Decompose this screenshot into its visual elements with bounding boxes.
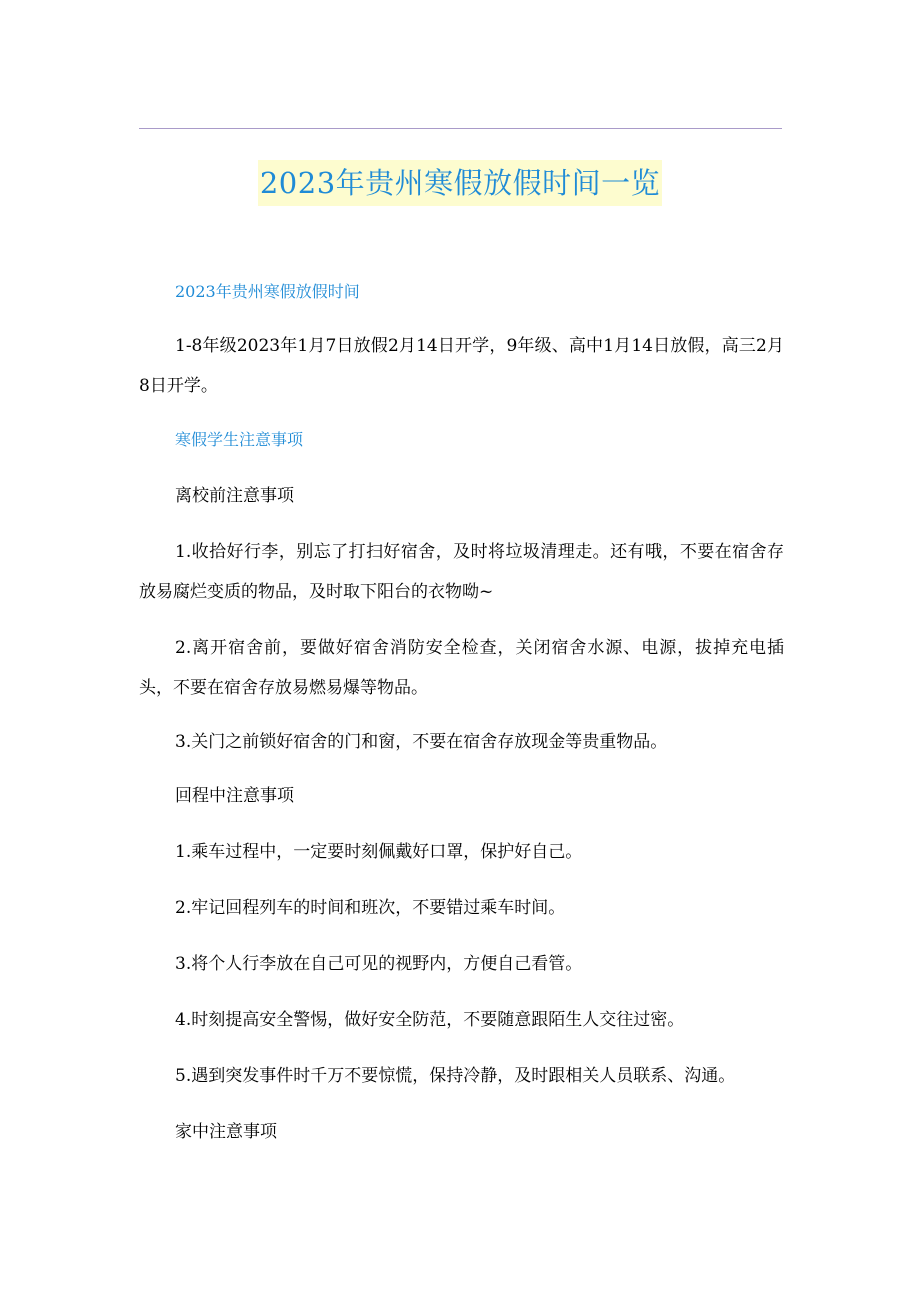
list-item: 3.关门之前锁好宿舍的门和窗，不要在宿舍存放现金等贵重物品。	[175, 732, 668, 752]
list-item: 1.乘车过程中，一定要时刻佩戴好口罩，保护好自己。	[175, 842, 583, 862]
document-title: 2023年贵州寒假放假时间一览	[258, 160, 662, 206]
list-item: 1.收拾好行李，别忘了打扫好宿舍，及时将垃圾清理走。还有哦，不要在宿舍存放易腐烂变质的物品，及时取下阳台的衣物呦~	[139, 542, 784, 602]
title-block	[0, 160, 920, 206]
subheading-at-home: 家中注意事项	[175, 1122, 277, 1142]
list-item: 3.将个人行李放在自己可见的视野内，方便自己看管。	[175, 954, 583, 974]
section-heading-schedule: 2023年贵州寒假放假时间	[175, 282, 360, 301]
list-item: 5.遇到突发事件时千万不要惊慌，保持冷静，及时跟相关人员联系、沟通。	[175, 1066, 736, 1086]
subheading-before-leaving: 离校前注意事项	[175, 486, 294, 506]
list-item: 2.牢记回程列车的时间和班次，不要错过乘车时间。	[175, 898, 566, 918]
subheading-on-the-way: 回程中注意事项	[175, 786, 294, 806]
list-item: 2.离开宿舍前，要做好宿舍消防安全检查，关闭宿舍水源、电源，拔掉充电插头，不要在宿舍存放易燃易爆等物品。	[139, 638, 784, 698]
section-heading-precautions: 寒假学生注意事项	[175, 430, 304, 449]
schedule-paragraph: 1-8年级2023年1月7日放假2月14日开学，9年级、高中1月14日放假，高三2月8日开学。	[139, 336, 784, 396]
header-rule	[139, 128, 782, 129]
list-item: 4.时刻提高安全警惕，做好安全防范，不要随意跟陌生人交往过密。	[175, 1010, 685, 1030]
